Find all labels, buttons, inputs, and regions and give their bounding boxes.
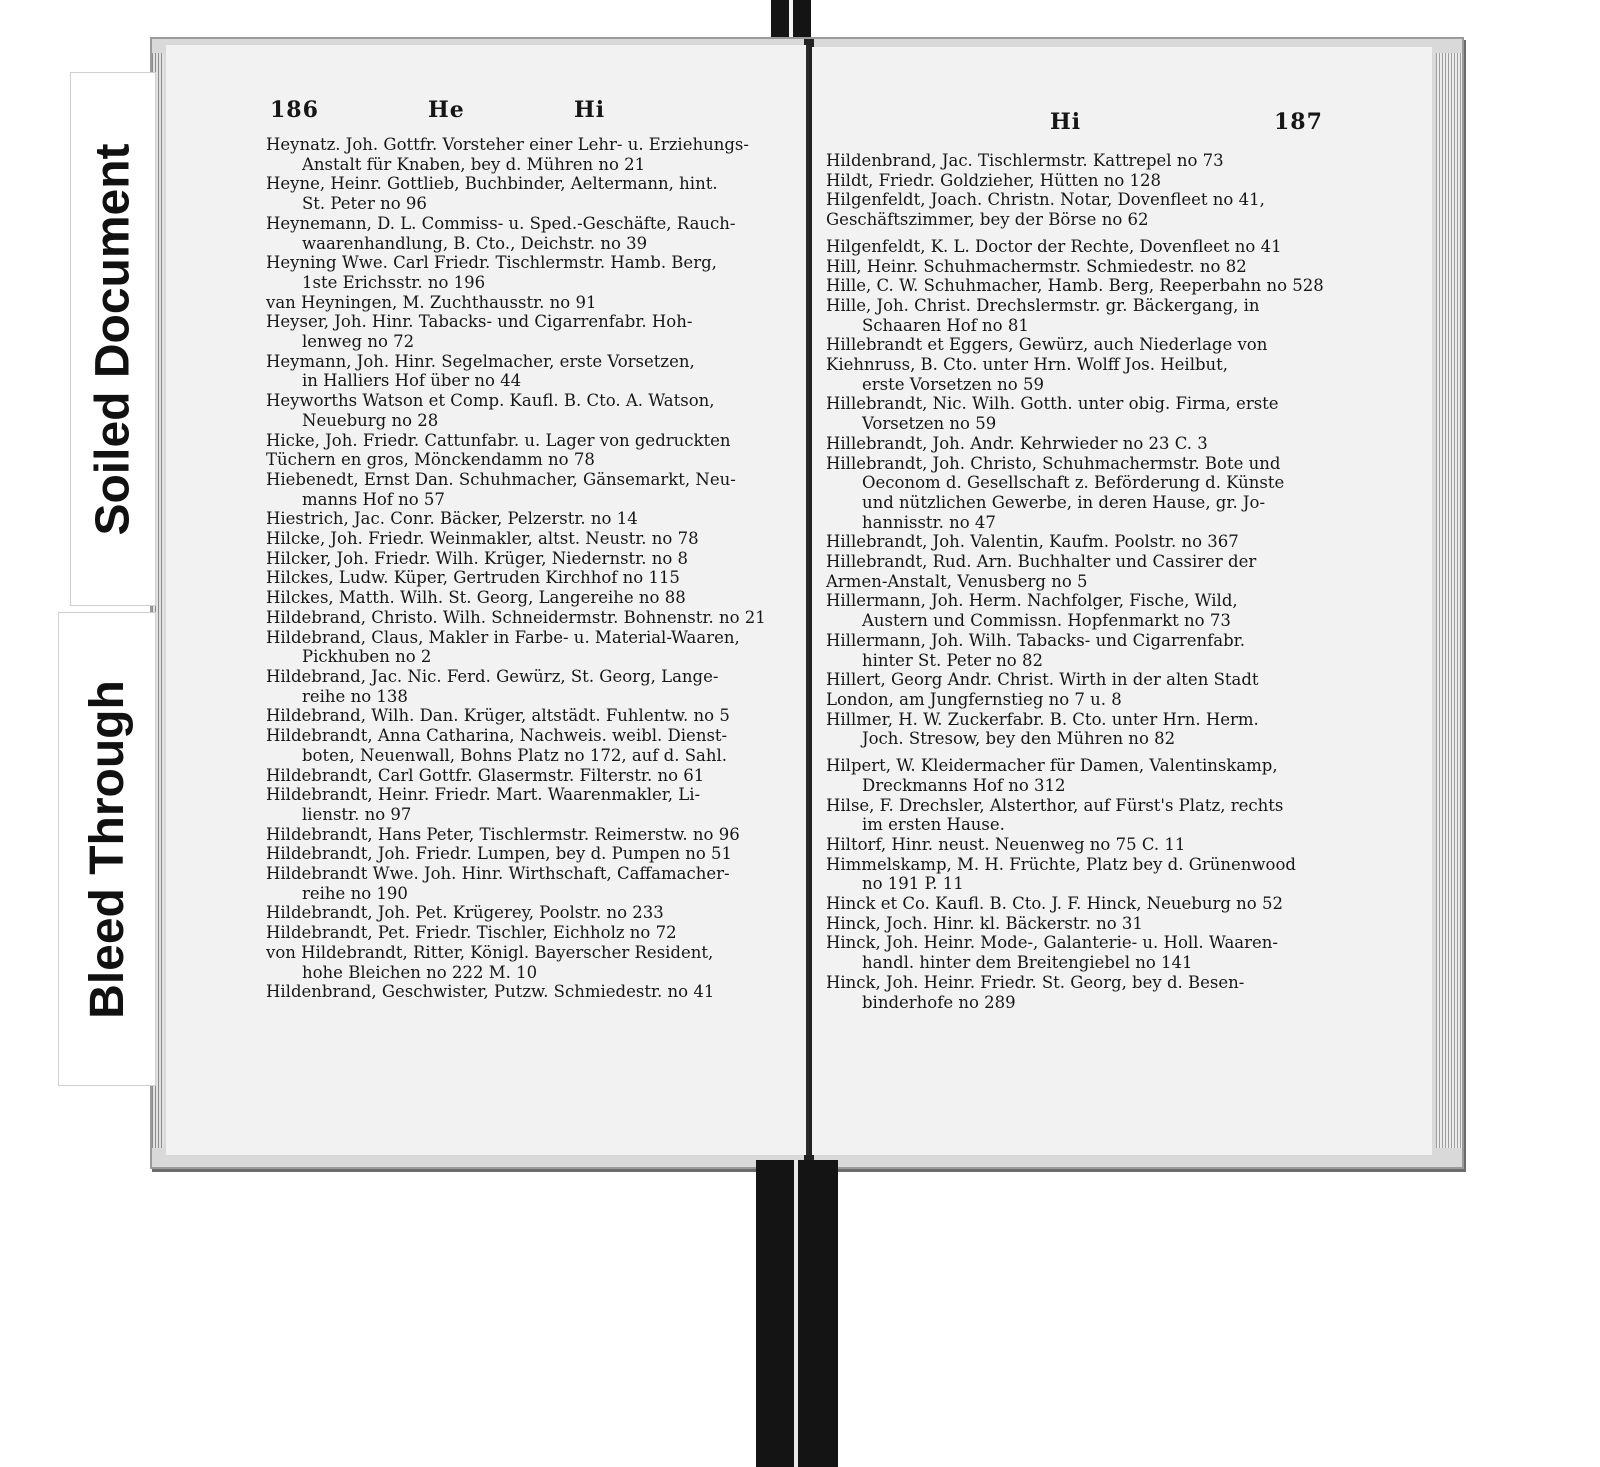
directory-entry-line: Hillebrandt, Joh. Valentin, Kaufm. Poolstr. no 367 — [826, 532, 1239, 552]
bleed-through-label — [58, 612, 156, 1086]
directory-entry-line: reihe no 138 — [302, 686, 408, 706]
directory-entry-line: Hille, Joh. Christ. Drechslermstr. gr. Bäckergang, in — [826, 295, 1260, 315]
directory-entry-line: Hildenbrand, Jac. Tischlermstr. Kattrepel no 73 — [826, 151, 1224, 170]
directory-entry-line: London, am Jungfernstieg no 7 u. 8 — [826, 689, 1122, 709]
directory-entry-line: Hildebrandt, Joh. Pet. Krügerey, Poolstr. no 233 — [266, 903, 664, 923]
directory-entry-line: Hildebrandt, Anna Catharina, Nachweis. weibl. Dienst- — [266, 726, 728, 746]
directory-entry-line: Hildebrandt, Carl Gottfr. Glasermstr. Filterstr. no 61 — [266, 765, 705, 785]
directory-entry-line: Hildebrand, Claus, Makler in Farbe- u. Material-Waaren, — [266, 627, 740, 647]
directory-entry-line: Hildebrandt, Hans Peter, Tischlermstr. Reimerstw. no 96 — [266, 824, 740, 844]
directory-entry-line: Kiehnruss, B. Cto. unter Hrn. Wolff Jos. Heilbut, — [826, 355, 1229, 375]
directory-entry-line: Hilcke, Joh. Friedr. Weinmakler, altst. Neustr. no 78 — [266, 529, 699, 549]
left-page — [166, 45, 809, 1155]
directory-entry-line: Hicke, Joh. Friedr. Cattunfabr. u. Lager von gedruckten — [266, 430, 731, 450]
directory-entry-line: lenweg no 72 — [302, 332, 415, 352]
directory-entry-line: Heymann, Joh. Hinr. Segelmacher, erste Vorsetzen, — [266, 351, 695, 371]
directory-entry-line: Dreckmanns Hof no 312 — [862, 775, 1066, 795]
directory-entry-line: Heynemann, D. L. Commiss- u. Sped.-Geschäfte, Rauch- — [266, 213, 736, 233]
directory-entry-line: im ersten Hause. — [862, 815, 1005, 835]
directory-entry-line: Hilckes, Ludw. Küper, Gertruden Kirchhof no 115 — [266, 568, 680, 588]
directory-entry-line: Hillebrandt et Eggers, Gewürz, auch Niederlage von — [826, 335, 1268, 355]
directory-entry-line: Hillmer, H. W. Zuckerfabr. B. Cto. unter Hrn. Herm. — [826, 709, 1259, 729]
left-entry-list — [266, 135, 766, 1002]
directory-entry-line: Hillermann, Joh. Wilh. Tabacks- und Cigarrenfabr. — [826, 630, 1245, 650]
directory-entry-line: Hinck, Joh. Heinr. Friedr. St. Georg, bey d. Besen- — [826, 972, 1245, 992]
directory-entry-line: no 191 P. 11 — [862, 874, 964, 894]
directory-entry-line: Himmelskamp, M. H. Früchte, Platz bey d. Grünenwood — [826, 854, 1296, 874]
left-head-he: He — [428, 97, 465, 123]
left-head-hi: Hi — [574, 97, 606, 123]
directory-entry-line: Hillermann, Joh. Herm. Nachfolger, Fische, Wild, — [826, 591, 1238, 611]
directory-entry-line: Hinck et Co. Kaufl. B. Cto. J. F. Hinck, Neueburg no 52 — [826, 894, 1283, 914]
directory-entry-line: boten, Neuenwall, Bohns Platz no 172, auf d. Sahl. — [302, 745, 727, 765]
directory-entry-line: Pickhuben no 2 — [302, 647, 432, 667]
right-page-number: 187 — [1274, 109, 1323, 135]
directory-entry-line: Heyworths Watson et Comp. Kaufl. B. Cto. A. Watson, — [266, 391, 715, 411]
right-entry-list — [826, 151, 1324, 1012]
directory-entry-line: Hille, C. W. Schuhmacher, Hamb. Berg, Reeperbahn no 528 — [826, 276, 1324, 296]
directory-entry-line: Neueburg no 28 — [302, 410, 439, 430]
directory-entry-line: Hildebrandt, Pet. Friedr. Tischler, Eichholz no 72 — [266, 923, 677, 943]
directory-entry-line: binderhofe no 289 — [862, 992, 1016, 1012]
directory-entry-line: Armen-Anstalt, Venusberg no 5 — [826, 571, 1088, 591]
directory-entry-line: Anstalt für Knaben, bey d. Mühren no 21 — [302, 154, 646, 174]
directory-entry-line: reihe no 190 — [302, 883, 408, 903]
directory-entry-line: Hildt, Friedr. Goldzieher, Hütten no 128 — [826, 170, 1161, 190]
directory-entry-line: Hill, Heinr. Schuhmachermstr. Schmiedestr. no 82 — [826, 256, 1247, 276]
directory-entry-line: Hillebrandt, Joh. Andr. Kehrwieder no 23 C. 3 — [826, 433, 1208, 453]
directory-entry-line: Tüchern en gros, Mönckendamm no 78 — [266, 450, 595, 470]
directory-entry-line: Hillebrandt, Rud. Arn. Buchhalter und Cassirer der — [826, 552, 1257, 572]
left-page-number: 186 — [270, 97, 319, 123]
directory-entry-line: Hilcker, Joh. Friedr. Wilh. Krüger, Niedernstr. no 8 — [266, 548, 689, 568]
directory-entry-line: Hinck, Joh. Heinr. Mode-, Galanterie- u. Holl. Waaren- — [826, 933, 1278, 953]
directory-entry-line: Heyning Wwe. Carl Friedr. Tischlermstr. Hamb. Berg, — [266, 253, 717, 273]
directory-entry-line: Hilckes, Matth. Wilh. St. Georg, Langereihe no 88 — [266, 588, 686, 608]
right-head-hi: Hi — [1050, 109, 1082, 135]
directory-entry-line: Hildebrandt, Heinr. Friedr. Mart. Waarenmakler, Li- — [266, 785, 701, 805]
soiled-document-label — [70, 72, 156, 606]
directory-entry-line: Austern und Commissn. Hopfenmarkt no 73 — [862, 611, 1231, 631]
directory-entry-line: Hiebenedt, Ernst Dan. Schuhmacher, Gänsemarkt, Neu- — [266, 469, 736, 489]
directory-entry-line: St. Peter no 96 — [302, 194, 427, 214]
directory-entry-line: lienstr. no 97 — [302, 804, 412, 824]
directory-entry-line: Hildebrand, Jac. Nic. Ferd. Gewürz, St. Georg, Lange- — [266, 666, 719, 686]
directory-entry-line: Hildenbrand, Geschwister, Putzw. Schmiedestr. no 41 — [266, 982, 715, 1002]
directory-entry-line: und nützlichen Gewerbe, in deren Hause, gr. Jo- — [862, 492, 1266, 512]
directory-entry-line: Hildebrandt Wwe. Joh. Hinr. Wirthschaft, Caffamacher- — [266, 864, 730, 884]
bleed-through-text: Bleed Through — [80, 679, 134, 1019]
directory-entry-line: Hilgenfeldt, K. L. Doctor der Rechte, Dovenfleet no 41 — [826, 236, 1282, 256]
book-edge-right — [1436, 53, 1462, 1148]
directory-entry-line: Heyser, Joh. Hinr. Tabacks- und Cigarrenfabr. Hoh- — [266, 312, 693, 332]
directory-entry-line: hannisstr. no 47 — [862, 512, 996, 532]
open-book — [150, 37, 1464, 1169]
directory-entry-line: Hildebrandt, Joh. Friedr. Lumpen, bey d. Pumpen no 51 — [266, 844, 733, 864]
directory-entry-line: van Heyningen, M. Zuchthausstr. no 91 — [266, 292, 597, 312]
directory-entry-line: Hillebrandt, Nic. Wilh. Gotth. unter obig. Firma, erste — [826, 394, 1279, 414]
directory-entry-line: manns Hof no 57 — [302, 489, 445, 509]
directory-entry-line: Oeconom d. Gesellschaft z. Beförderung d. Künste — [862, 473, 1285, 493]
directory-entry-line: Hiltorf, Hinr. neust. Neuenweg no 75 C. 11 — [826, 834, 1186, 854]
directory-entry-line: Hinck, Joch. Hinr. kl. Bäckerstr. no 31 — [826, 913, 1143, 933]
directory-entry-line: Hilse, F. Drechsler, Alsterthor, auf Fürst's Platz, rechts — [826, 795, 1284, 815]
directory-entry-line: Hildebrand, Christo. Wilh. Schneidermstr. Bohnenstr. no 21 — [266, 607, 766, 627]
directory-entry-line: handl. hinter dem Breitengiebel no 141 — [862, 953, 1193, 973]
directory-entry-line: Hiestrich, Jac. Conr. Bäcker, Pelzerstr. no 14 — [266, 509, 638, 529]
directory-entry-line: Joch. Stresow, bey den Mühren no 82 — [862, 729, 1176, 749]
directory-entry-line: in Halliers Hof über no 44 — [302, 371, 522, 391]
directory-entry-line: Hildebrand, Wilh. Dan. Krüger, altstädt. Fuhlentw. no 5 — [266, 706, 730, 726]
directory-entry-line: Hillebrandt, Joh. Christo, Schuhmachermstr. Bote und — [826, 453, 1281, 473]
directory-entry-line: Vorsetzen no 59 — [862, 414, 997, 434]
directory-entry-line: Heyne, Heinr. Gottlieb, Buchbinder, Aeltermann, hint. — [266, 174, 718, 194]
directory-entry-line: hinter St. Peter no 82 — [862, 650, 1043, 670]
directory-entry-line: Hilgenfeldt, Joach. Christn. Notar, Dovenfleet no 41, — [826, 190, 1265, 210]
right-page — [812, 47, 1432, 1155]
directory-entry-line: Hillert, Georg Andr. Christ. Wirth in der alten Stadt — [826, 670, 1259, 690]
spine-binding-bottom — [756, 1160, 838, 1467]
directory-entry-line: hohe Bleichen no 222 M. 10 — [302, 962, 538, 982]
directory-entry-line: von Hildebrandt, Ritter, Königl. Bayerscher Resident, — [266, 942, 714, 962]
directory-entry-line: Heynatz. Joh. Gottfr. Vorsteher einer Lehr- u. Erziehungs- — [266, 135, 749, 154]
directory-entry-line: Hilpert, W. Kleidermacher für Damen, Valentinskamp, — [826, 756, 1278, 776]
soiled-document-text: Soiled Document — [86, 142, 140, 536]
directory-entry-line: erste Vorsetzen no 59 — [862, 374, 1044, 394]
directory-entry-line: Geschäftszimmer, bey der Börse no 62 — [826, 210, 1149, 230]
directory-entry-line: 1ste Erichsstr. no 196 — [302, 272, 486, 292]
directory-entry-line: Schaaren Hof no 81 — [862, 315, 1029, 335]
directory-entry-line: waarenhandlung, B. Cto., Deichstr. no 39 — [302, 233, 648, 253]
